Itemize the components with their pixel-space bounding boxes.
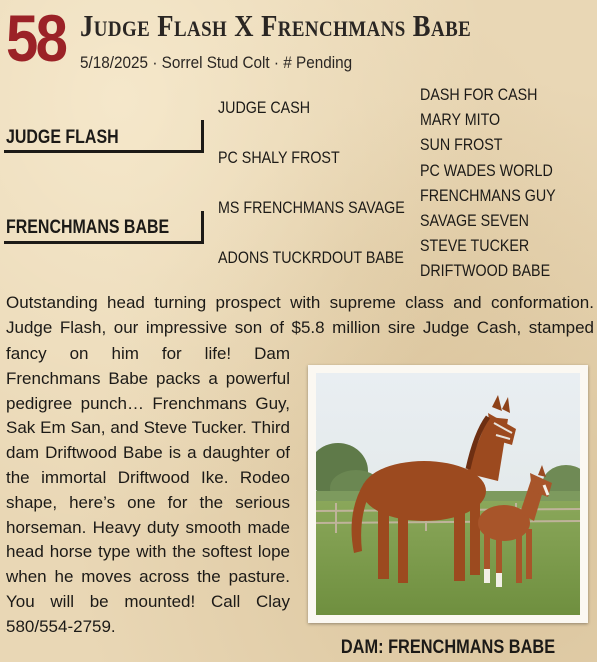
pedigree-sire-dam: PC SHALY FROST xyxy=(218,148,340,167)
horse-subtitle: 5/18/2025 · Sorrel Stud Colt · # Pending xyxy=(80,53,353,72)
pedigree-ggp: SUN FROST xyxy=(420,135,503,154)
pedigree-dam-sire: MS FRENCHMANS SAVAGE xyxy=(218,198,405,217)
pedigree-sire: JUDGE FLASH xyxy=(6,127,119,148)
description-line-2: Judge Flash, our impressive son of $5.8 million sire Judge Cash, stamped xyxy=(6,318,594,337)
pedigree-ggp: SAVAGE SEVEN xyxy=(420,211,529,230)
pedigree-ggp: FRENCHMANS GUY xyxy=(420,186,556,205)
pedigree-sire-line xyxy=(4,150,204,153)
pedigree-ggp: MARY MITO xyxy=(420,110,501,129)
pedigree-dam-bracket xyxy=(201,211,204,243)
pedigree-sire-sire: JUDGE CASH xyxy=(218,98,311,117)
pedigree-dam: FRENCHMANS BABE xyxy=(6,217,170,238)
pedigree-ggp: PC WADES WORLD xyxy=(420,161,553,180)
description-text: fancy on him for life! Dam Frenchmans Babe packs a powerful pedigree punch… Frenchmans Guy, Sak Em San, and Steve Tucker. Third dam Driftwood Babe is a daughter of the immortal Driftwood Ike. Rodeo shape, here’s one for the serious horseman. Heavy duty smooth made head horse type with the softest lope when he moves across the pasture. You will be mounted! xyxy=(6,344,290,611)
photo-caption: DAM: FRENCHMANS BABE xyxy=(340,637,556,658)
horse-title: Judge Flash X Frenchmans Babe xyxy=(80,8,472,43)
pedigree-ggp: DRIFTWOOD BABE xyxy=(420,261,551,280)
pedigree-ggp: STEVE TUCKER xyxy=(420,236,530,255)
pedigree-dam-line xyxy=(4,241,204,244)
dam-photo xyxy=(308,365,588,623)
horse-photo-image xyxy=(316,373,580,615)
pedigree-dam-dam: ADONS TUCKRDOUT BABE xyxy=(218,248,404,267)
pedigree-ggp: DASH FOR CASH xyxy=(420,85,538,104)
pedigree-sire-bracket xyxy=(201,120,204,152)
description-body xyxy=(6,342,290,640)
lot-number: 58 xyxy=(6,1,66,75)
description-line-1: Outstanding head turning prospect with supreme class and conformation. xyxy=(6,293,594,312)
description-contact: Call Clay 580/554-2759. xyxy=(6,591,290,636)
